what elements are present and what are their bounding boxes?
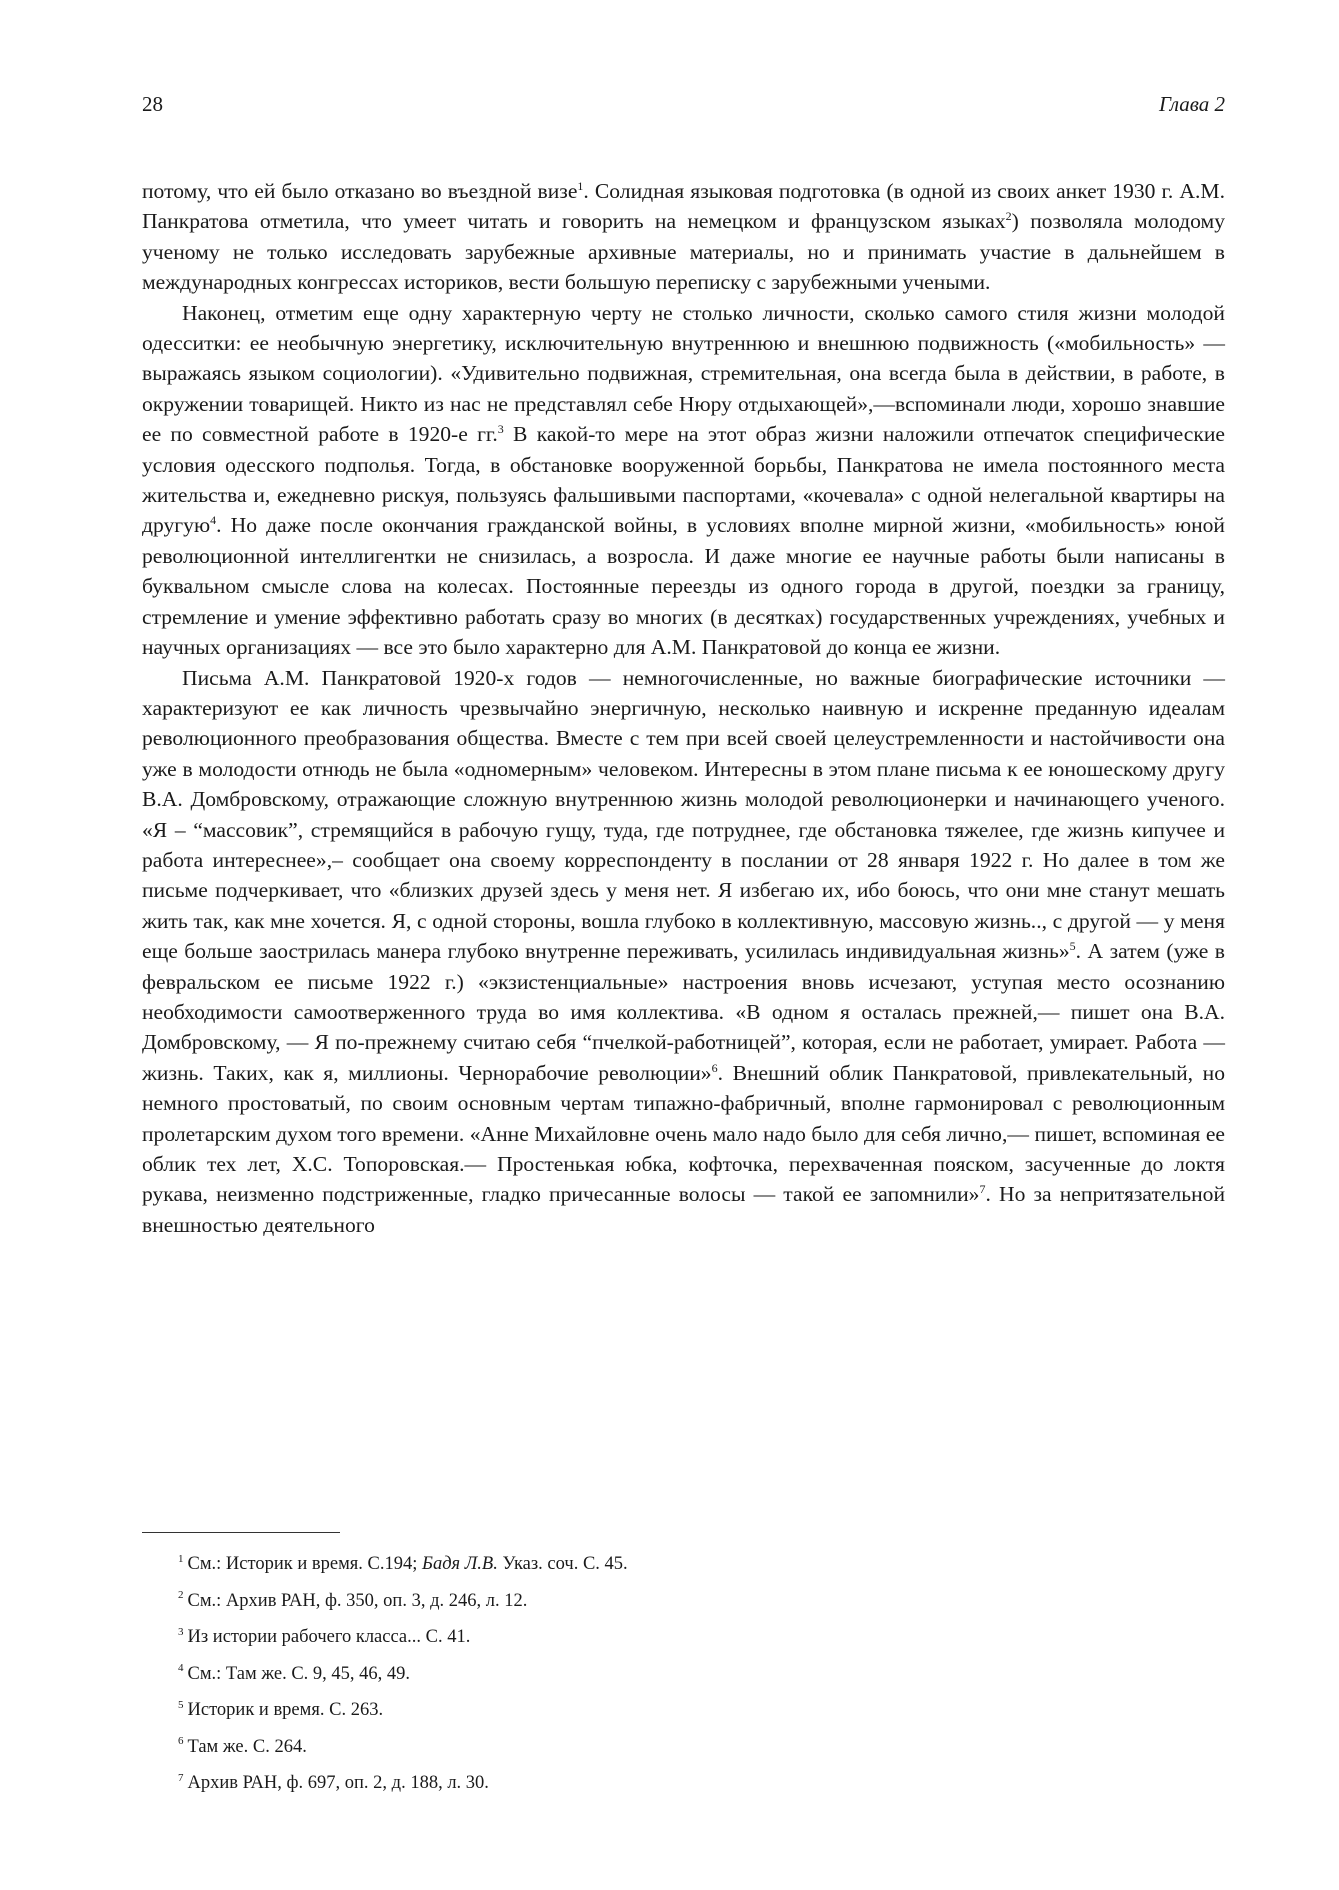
footnote-number: 3 bbox=[178, 1625, 184, 1638]
footnote-number: 2 bbox=[178, 1589, 184, 1602]
footnote bbox=[178, 1583, 1218, 1620]
paragraph bbox=[142, 176, 1225, 298]
running-head: Глава 2 bbox=[1159, 92, 1225, 116]
page-number: 28 bbox=[142, 92, 163, 116]
body-text bbox=[142, 176, 1225, 1240]
footnote bbox=[178, 1692, 1218, 1729]
footnote bbox=[178, 1546, 1218, 1583]
text-run: . Солидная языковая подготовка (в одной из своих анкет 1930 г. А.М. Панкратова отметила, что умеет читать и говорить на немецком и французском языках bbox=[142, 179, 1225, 234]
footnote-ref: 5 bbox=[1069, 938, 1076, 953]
footnote bbox=[178, 1729, 1218, 1766]
footnote bbox=[178, 1765, 1218, 1802]
footnote-ref: 6 bbox=[711, 1060, 718, 1075]
text-run: В какой-то мере на этот образ жизни наложили отпечаток специфические условия одесского подполья. Тогда, в обстановке вооруженной борьбы, Панкратова не имела постоянного места жительства и, ежедневно рискуя, пользуясь фальшивыми паспортами, «кочевала» с одной нелегальной квартиры на другую bbox=[142, 422, 1226, 538]
footnote-number: 6 bbox=[178, 1735, 184, 1748]
paragraph bbox=[142, 663, 1225, 1241]
page-header bbox=[142, 92, 1225, 122]
footnote-ref: 2 bbox=[1005, 209, 1012, 224]
footnote-divider bbox=[142, 1532, 340, 1533]
footnote-ref: 7 bbox=[979, 1182, 986, 1197]
text-run: . А затем (уже в февральском ее письме 1922 г.) «экзистенциальные» настроения вновь исчезают, уступая место осознанию необходимости самоотверженного труда во имя коллектива. «В одном я осталась прежней,— пишет она В.А. Домбровскому, — Я по-прежнему считаю себя “пчелкой-работницей”, которая, если не работает, умирает. Работа — жизнь. Таких, как я, миллионы. Чернорабочие революции» bbox=[142, 939, 1225, 1085]
text-run: . Но за непритязательной внешностью деятельного bbox=[142, 1182, 1225, 1237]
text-run: Из истории рабочего класса... С. 41. bbox=[187, 1627, 471, 1647]
text-run: ) позволяла молодому ученому не только исследовать зарубежные архивные материалы, но и принимать участие в дальнейшем в международных конгрессах историков, вести большую переписку с зарубежными учеными. bbox=[142, 209, 1225, 295]
text-run: Письма А.М. Панкратовой 1920-х годов — немногочисленные, но важные биографические источники — характеризуют ее как личность чрезвычайно энергичную, несколько наивную и искренне преданную идеалам революционного преобразования общества. Вместе с тем при всей своей целеустремленности и настойчивости она уже в молодости отнюдь не была «одномерным» человеком. Интересны в этом плане письма к ее юношескому другу В.А. Домбровскому, отражающие сложную внутреннюю жизнь молодой революционерки и начинающего ученого. «Я – “массовик”, стремящийся в рабочую гущу, туда, где потруднее, где обстановка тяжелее, где жизнь кипучее и работа интереснее»,– сообщает она своему корреспонденту в послании от 28 января 1922 г. Но далее в том же письме подчеркивает, что «близких друзей здесь у меня нет. Я избегаю их, ибо боюсь, что они мне станут мешать жить так, как мне хочется. Я, с одной стороны, вошла глубоко в коллективную, массовую жизнь.., с другой — у меня еще больше заострилась манера глубоко внутренне переживать, усилилась индивидуальная жизнь» bbox=[142, 665, 1225, 964]
text-run: См.: Там же. С. 9, 45, 46, 49. bbox=[187, 1663, 411, 1684]
text-run: . Но даже после окончания гражданской войны, в условиях вполне мирной жизни, «мобильность» юной революционной интеллигентки не снизилась, а возросла. И даже многие ее научные работы были написаны в буквальном смысле слова на колесах. Постоянные переезды из одного города в другой, поездки за границу, стремление и умение эффективно работать сразу во многих (в десятках) государственных учреждениях, учебных и научных организациях — все это было характерно для А.М. Панкратовой до конца ее жизни. bbox=[142, 513, 1225, 660]
footnote-ref: 4 bbox=[210, 513, 217, 528]
text-run: Указ. соч. С. 45. bbox=[497, 1554, 628, 1574]
footnotes bbox=[178, 1546, 1218, 1802]
footnote-number: 5 bbox=[178, 1698, 184, 1711]
text-run: . Внешний облик Панкратовой, привлекательный, но немного простоватый, по своим основным чертам типажно-фабричный, вполне гармонировал с революционным пролетарским духом того времени. «Анне Михайловне очень мало надо было для себя лично,— пишет, вспоминая ее облик тех лет, Х.С. Топоровская.— Простенькая юбка, кофточка, перехваченная пояском, засученные до локтя рукава, неизменно подстриженные, гладко причесанные волосы — такой ее запомнили» bbox=[142, 1060, 1225, 1207]
footnote bbox=[178, 1656, 1218, 1693]
text-run: Наконец, отметим еще одну характерную черту не столько личности, сколько самого стиля жизни молодой одесситки: ее необычную энергетику, исключительную внутреннюю и внешнюю подвижность («мобильность» — выражаясь языком социологии). «Удивительно подвижная, стремительная, она всегда была в действии, в работе, в окружении товарищей. Никто из нас не представлял себе Нюру отдыхающей»,—вспоминали люди, хорошо знавшие ее по совместной работе в 1920-е гг. bbox=[142, 300, 1225, 447]
text-run: потому, что ей было отказано во въездной визе bbox=[142, 179, 578, 203]
text-run: См.: Историк и время. С.194; bbox=[187, 1554, 423, 1574]
footnote-ref: 1 bbox=[577, 178, 584, 193]
footnote-number: 1 bbox=[178, 1552, 184, 1565]
footnote-number: 7 bbox=[178, 1771, 184, 1784]
footnote bbox=[178, 1619, 1218, 1656]
paragraph bbox=[142, 298, 1225, 663]
footnote-ref: 3 bbox=[497, 422, 504, 437]
footnote-number: 4 bbox=[178, 1662, 184, 1675]
text-run: См.: Архив РАН, ф. 350, оп. 3, д. 246, л. 12. bbox=[187, 1590, 528, 1611]
text-run: Архив РАН, ф. 697, оп. 2, д. 188, л. 30. bbox=[187, 1773, 489, 1793]
text-run: Там же. С. 264. bbox=[187, 1736, 307, 1757]
text-run: Историк и время. С. 263. bbox=[187, 1700, 384, 1720]
author-name: Бадя Л.В. bbox=[422, 1554, 498, 1574]
